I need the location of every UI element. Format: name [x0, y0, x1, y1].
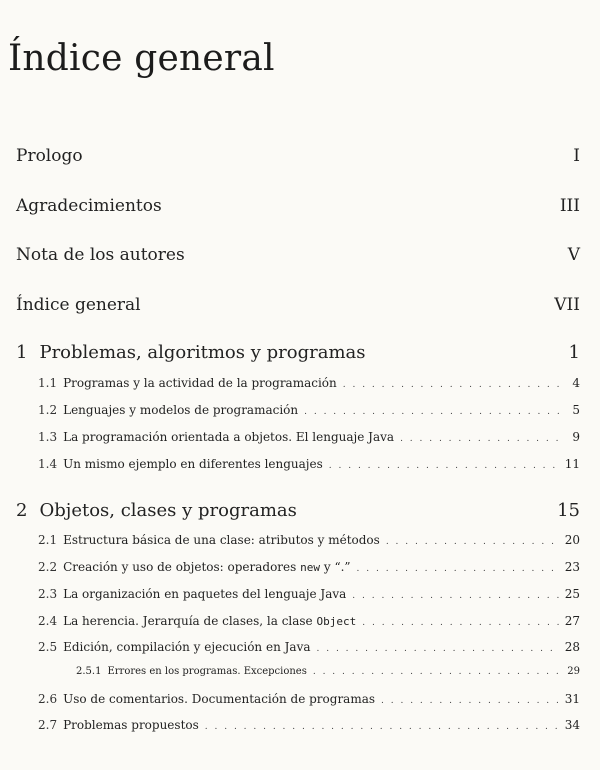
toc-section-2-7[interactable] — [38, 718, 580, 732]
chapter-number: 2 — [16, 500, 28, 521]
section-title: Estructura básica de una clase: atributos y métodos — [63, 533, 380, 547]
chapter-number: 1 — [16, 342, 28, 363]
chapter-title: Problemas, algoritmos y programas — [39, 342, 366, 363]
toc-entry-nota-autores[interactable] — [16, 245, 580, 265]
code-new: new — [300, 561, 321, 574]
section-number: 2.1 — [38, 533, 58, 547]
toc-entry-indice-general[interactable] — [16, 295, 580, 315]
section-number: 2.5 — [38, 640, 58, 654]
section-number: 2.6 — [38, 692, 58, 706]
page-title: Índice general — [8, 38, 275, 80]
section-number: 2.4 — [38, 614, 58, 628]
entry-page: I — [573, 146, 580, 166]
toc-section-1-4[interactable] — [38, 457, 580, 471]
toc-section-2-2[interactable] — [38, 560, 580, 574]
leader-dots — [352, 592, 558, 601]
toc-chapter-2[interactable] — [16, 500, 580, 521]
section-title: La herencia. Jerarquía de clases, la clase — [63, 614, 313, 628]
section-page: 34 — [564, 718, 580, 732]
section-number: 2.2 — [38, 560, 58, 574]
toc-entry-agradecimientos[interactable] — [16, 196, 580, 216]
section-page: 9 — [572, 430, 580, 444]
section-page: 4 — [572, 376, 580, 390]
toc-section-1-2[interactable] — [38, 403, 580, 417]
section-title: La organización en paquetes del lenguaje Java — [63, 587, 347, 601]
section-title: Lenguajes y modelos de programación — [63, 403, 299, 417]
toc-section-2-3[interactable] — [38, 587, 580, 601]
section-title: La programación orientada a objetos. El lenguaje Java — [63, 430, 395, 444]
entry-title: Nota de los autores — [16, 245, 185, 265]
section-number: 1.3 — [38, 430, 58, 444]
entry-title: Prologo — [16, 146, 83, 166]
chapter-page: 15 — [557, 500, 580, 521]
entry-page: V — [567, 245, 580, 265]
entry-page: VII — [554, 295, 580, 315]
section-page: 27 — [564, 614, 580, 628]
toc-section-2-4[interactable] — [38, 614, 580, 628]
section-page: 23 — [564, 560, 580, 574]
section-title: Uso de comentarios. Documentación de programas — [63, 692, 376, 706]
leader-dots — [357, 565, 559, 574]
section-number: 2.7 — [38, 718, 58, 732]
leader-dots — [381, 697, 559, 706]
code-object: Object — [316, 615, 357, 628]
section-title: Programas y la actividad de la programación — [63, 376, 337, 390]
section-title-suffix: y “.” — [323, 560, 351, 574]
section-title: Problemas propuestos — [63, 718, 199, 732]
section-number: 2.3 — [38, 587, 58, 601]
toc-entry-prologo[interactable] — [16, 146, 580, 166]
subsection-number: 2.5.1 — [76, 666, 102, 677]
entry-title: Agradecimientos — [16, 196, 162, 216]
leader-dots — [386, 538, 559, 547]
chapter-title: Objetos, clases y programas — [39, 500, 297, 521]
toc-section-1-1[interactable] — [38, 376, 580, 390]
section-page: 5 — [572, 403, 580, 417]
section-page: 20 — [564, 533, 580, 547]
entry-page: III — [559, 196, 580, 216]
section-number: 1.2 — [38, 403, 58, 417]
toc-section-2-6[interactable] — [38, 692, 580, 706]
leader-dots — [362, 619, 558, 628]
leader-dots — [329, 462, 559, 471]
toc-section-2-1[interactable] — [38, 533, 580, 547]
subsection-page: 29 — [567, 666, 580, 677]
leader-dots — [343, 381, 567, 390]
chapter-page: 1 — [568, 342, 580, 363]
leader-dots — [304, 408, 566, 417]
toc-subsection-2-5-1[interactable] — [76, 666, 580, 677]
toc-section-1-3[interactable] — [38, 430, 580, 444]
section-title: Un mismo ejemplo en diferentes lenguajes — [63, 457, 323, 471]
toc-section-2-5[interactable] — [38, 640, 580, 654]
leader-dots — [317, 645, 559, 654]
section-number: 1.4 — [38, 457, 58, 471]
section-page: 28 — [564, 640, 580, 654]
section-page: 11 — [564, 457, 580, 471]
section-title: Creación y uso de objetos: operadores — [63, 560, 297, 574]
subsection-title: Errores en los programas. Excepciones — [107, 666, 307, 677]
leader-dots — [205, 723, 559, 732]
toc-chapter-1[interactable] — [16, 342, 580, 363]
section-number: 1.1 — [38, 376, 58, 390]
section-page: 31 — [564, 692, 580, 706]
section-title: Edición, compilación y ejecución en Java — [63, 640, 311, 654]
leader-dots — [313, 668, 561, 677]
entry-title: Índice general — [16, 295, 141, 315]
section-page: 25 — [564, 587, 580, 601]
leader-dots — [400, 435, 566, 444]
